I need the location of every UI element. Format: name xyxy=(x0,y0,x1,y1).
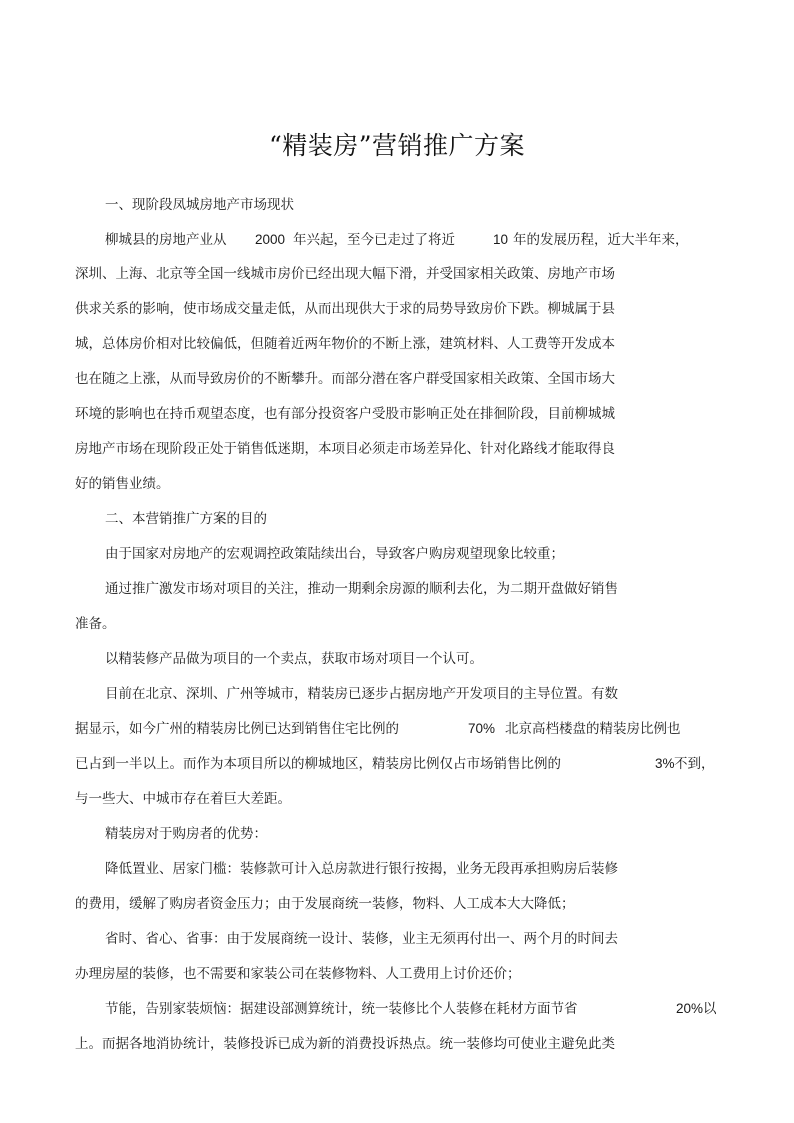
paragraph-line: 北京高档楼盘的精装房比例也 xyxy=(505,721,681,737)
paragraph-line: 以 xyxy=(703,1001,717,1017)
percent-value: 3% xyxy=(655,756,675,771)
percent-value: 70% xyxy=(468,721,496,736)
years-number: 10 xyxy=(493,232,509,247)
section2-heading: 二、本营销推广方案的目的 xyxy=(105,511,267,527)
year-number: 2000 xyxy=(255,232,286,247)
paragraph-line: 办理房屋的装修，也不需要和家装公司在装修物料、人工费用上讨价还价； xyxy=(75,966,521,982)
paragraph-line: 通过推广激发市场对项目的关注，推动一期剩余房源的顺利去化，为二期开盘做好销售 xyxy=(105,581,618,597)
paragraph-line: 好的销售业绩。 xyxy=(75,476,170,492)
paragraph-line: 年兴起，至今已走过了将近 xyxy=(293,232,455,248)
paragraph-line: 上。而据各地消协统计，装修投诉已成为新的消费投诉热点。统一装修均可使业主避免此类 xyxy=(75,1036,615,1052)
paragraph-line: 据显示，如今广州的精装房比例已达到销售住宅比例的 xyxy=(75,721,399,737)
paragraph-line: 环境的影响也在持币观望态度，也有部分投资客户受股市影响正处在排徊阶段，目前柳城城 xyxy=(75,406,615,422)
paragraph-line: 柳城县的房地产业从 xyxy=(105,232,227,248)
paragraph-line: 与一些大、中城市存在着巨大差距。 xyxy=(75,791,291,807)
section1-heading: 一、现阶段凤城房地产市场现状 xyxy=(105,197,294,213)
document-title: “精装房”营销推广方案 xyxy=(268,131,526,160)
paragraph-line: 供求关系的影响，使市场成交量走低，从而出现供大于求的局势导致房价下跌。柳城属于县 xyxy=(75,301,615,317)
paragraph-line: 以精装修产品做为项目的一个卖点，获取市场对项目一个认可。 xyxy=(105,651,483,667)
paragraph-line: 年的发展历程，近大半年来， xyxy=(513,232,689,248)
paragraph-line: 已占到一半以上。而作为本项目所以的柳城地区，精装房比例仅占市场销售比例的 xyxy=(75,756,561,772)
paragraph-line: 房地产市场在现阶段正处于销售低迷期，本项目必须走市场差异化、针对化路线才能取得良 xyxy=(75,441,615,457)
paragraph-line: 目前在北京、深圳、广州等城市，精装房已逐步占据房地产开发项目的主导位置。有数 xyxy=(105,686,618,702)
paragraph-line: 不到， xyxy=(674,756,715,772)
paragraph-line: 城，总体房价相对比较偏低，但随着近两年物价的不断上涨，建筑材料、人工费等开发成本 xyxy=(75,336,615,352)
paragraph-line: 的费用，缓解了购房者资金压力；由于发展商统一装修，物料、人工成本大大降低； xyxy=(75,896,575,912)
paragraph-line: 精装房对于购房者的优势： xyxy=(105,826,267,842)
paragraph-line: 节能，告别家装烦恼：据建设部测算统计，统一装修比个人装修在耗材方面节省 xyxy=(105,1001,578,1017)
paragraph-line: 也在随之上涨，从而导致房价的不断攀升。而部分潜在客户群受国家相关政策、全国市场大 xyxy=(75,371,615,387)
paragraph-line: 降低置业、居家门槛：装修款可计入总房款进行银行按揭，业务无段再承担购房后装修 xyxy=(105,861,618,877)
paragraph-line: 准备。 xyxy=(75,616,116,632)
paragraph-line: 深圳、上海、北京等全国一线城市房价已经出现大幅下滑，并受国家相关政策、房地产市场 xyxy=(75,266,615,282)
percent-value: 20% xyxy=(676,1001,704,1016)
paragraph-line: 由于国家对房地产的宏观调控政策陆续出台，导致客户购房观望现象比较重； xyxy=(105,546,564,562)
paragraph-line: 省时、省心、省事：由于发展商统一设计、装修，业主无须再付出一、两个月的时间去 xyxy=(105,931,618,947)
